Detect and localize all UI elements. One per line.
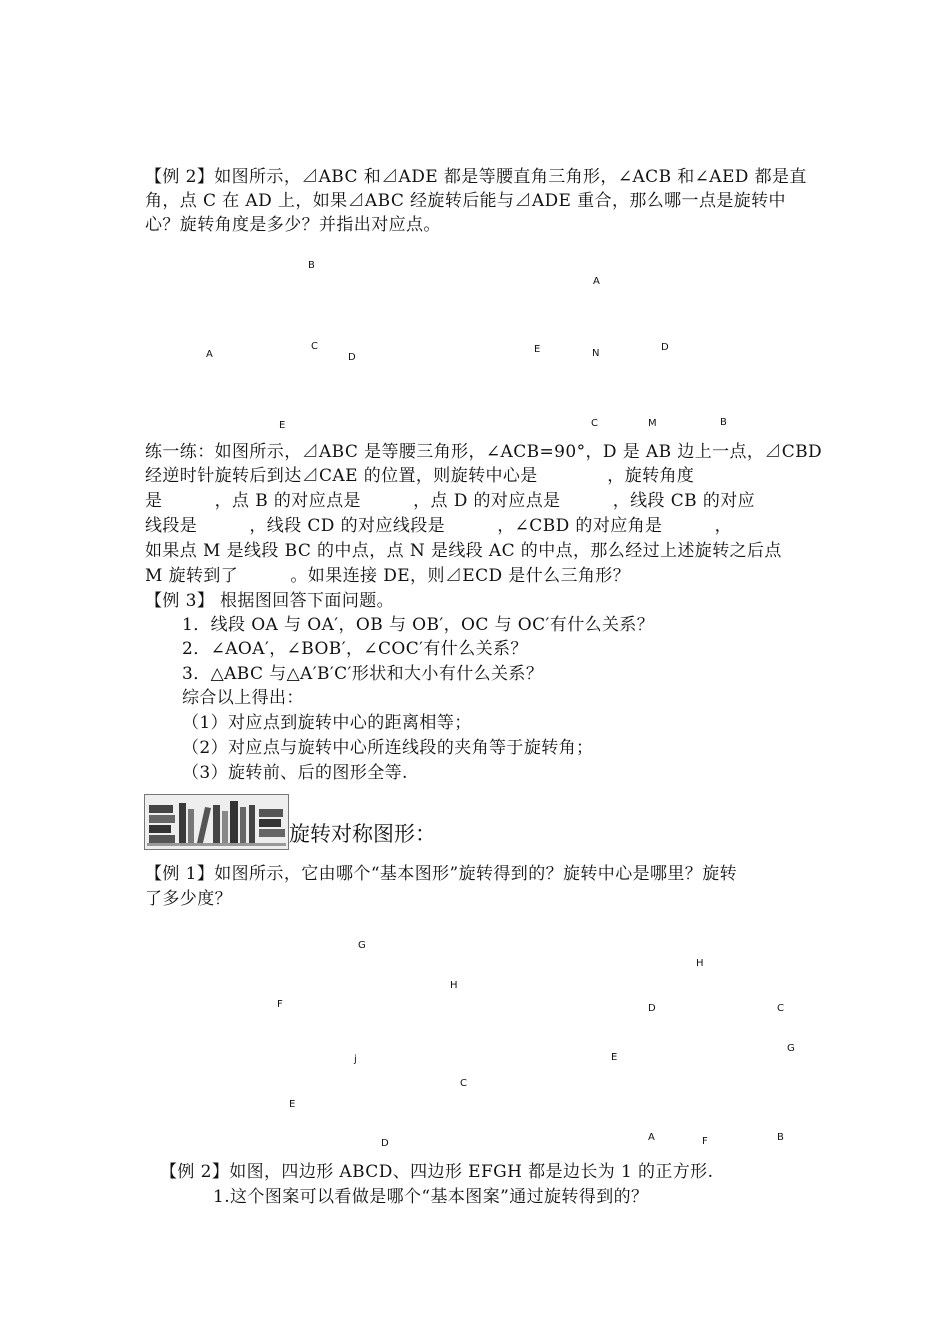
point-label: H bbox=[450, 980, 458, 991]
point-label: C bbox=[591, 418, 598, 429]
point-label: F bbox=[277, 999, 283, 1010]
point-label: A bbox=[648, 1132, 655, 1143]
point-label: G bbox=[358, 940, 366, 951]
point-label: N bbox=[592, 348, 600, 359]
practice-line-1: 练一练：如图所示，⊿ABC 是等腰三角形，∠ACB=90°，D 是 AB 边上一点，⊿CBD bbox=[145, 442, 823, 462]
book-shape bbox=[259, 829, 285, 837]
practice-line-3: 是 ，点 B 的对应点是 ，点 D 的对应点是 ，线段 CB 的对应 bbox=[145, 491, 756, 511]
point-label: C bbox=[311, 341, 318, 352]
practice-line-4: 线段是 ，线段 CD 的对应线段是 ，∠CBD 的对应角是 ， bbox=[145, 516, 733, 536]
section-title: 旋转对称图形： bbox=[289, 822, 436, 846]
book-shape bbox=[249, 805, 255, 843]
point-label: A bbox=[593, 276, 600, 287]
books-banner-image bbox=[144, 794, 289, 850]
book-shape bbox=[149, 805, 173, 813]
ex3-title: 【例 3】 根据图回答下面问题。 bbox=[145, 591, 395, 611]
ex3-summary-3: （3）旋转前、后的图形全等. bbox=[182, 763, 408, 783]
point-label: B bbox=[308, 260, 315, 271]
practice-line-6: M 旋转到了 。如果连接 DE，则⊿ECD 是什么三角形？ bbox=[145, 566, 631, 586]
book-shape bbox=[213, 805, 220, 843]
point-label: F bbox=[702, 1136, 708, 1147]
point-label: C bbox=[777, 1003, 784, 1014]
book-shape bbox=[179, 803, 186, 843]
ex3-summary: 综合以上得出： bbox=[182, 688, 304, 708]
point-label: E bbox=[289, 1099, 296, 1110]
ex2-line-3: 心？旋转角度是多少？并指出对应点。 bbox=[145, 215, 441, 235]
ex3-summary-1: （1）对应点到旋转中心的距离相等； bbox=[182, 713, 472, 733]
point-label: B bbox=[777, 1132, 784, 1143]
point-label: A bbox=[206, 349, 213, 360]
point-label: H bbox=[696, 958, 704, 969]
book-shape bbox=[259, 809, 283, 817]
ex2b-question-1: 1.这个图案可以看做是哪个“基本图案”通过旋转得到的？ bbox=[213, 1187, 649, 1207]
point-label: E bbox=[279, 420, 286, 431]
book-shape bbox=[240, 807, 246, 843]
point-label: D bbox=[661, 342, 669, 353]
book-shape bbox=[188, 809, 194, 843]
practice-line-5: 如果点 M 是线段 BC 的中点，点 N 是线段 AC 的中点，那么经过上述旋转之后点 bbox=[145, 541, 782, 561]
ex2b-line-1: 【例 2】如图，四边形 ABCD、四边形 EFGH 都是边长为 1 的正方形. bbox=[160, 1162, 714, 1182]
point-label: E bbox=[611, 1052, 618, 1063]
practice-line-2: 经逆时针旋转后到达⊿CAE 的位置，则旋转中心是 ，旋转角度 bbox=[145, 466, 695, 486]
book-shape bbox=[259, 819, 281, 827]
point-label: M bbox=[648, 418, 657, 429]
ex3-summary-2: （2）对应点与旋转中心所连线段的夹角等于旋转角； bbox=[182, 738, 594, 758]
ex3-question-3: 3．△ABC 与△A′B′C′形状和大小有什么关系？ bbox=[182, 664, 544, 684]
point-label: j bbox=[354, 1054, 357, 1065]
point-label: E bbox=[534, 344, 541, 355]
point-label: D bbox=[648, 1003, 656, 1014]
book-shape bbox=[222, 811, 228, 843]
ex3-question-1: 1．线段 OA 与 OA′，OB 与 OB′，OC 与 OC′有什么关系？ bbox=[182, 615, 655, 635]
point-label: D bbox=[381, 1138, 389, 1149]
ex2-line-2: 角，点 C 在 AD 上，如果⊿ABC 经旋转后能与⊿ADE 重合，那么哪一点是旋转中 bbox=[145, 191, 786, 211]
point-label: B bbox=[720, 417, 727, 428]
ex1-line-1: 【例 1】如图所示，它由哪个“基本图形”旋转得到的？旋转中心是哪里？旋转 bbox=[145, 864, 737, 884]
shelf-shape bbox=[147, 843, 286, 846]
ex2-line-1: 【例 2】如图所示，⊿ABC 和⊿ADE 都是等腰直角三角形，∠ACB 和∠AED 都是直 bbox=[145, 167, 807, 187]
ex3-question-2: 2．∠AOA′，∠BOB′，∠COC′有什么关系？ bbox=[182, 639, 528, 659]
ex1-line-2: 了多少度？ bbox=[145, 889, 232, 909]
point-label: D bbox=[348, 352, 356, 363]
book-shape bbox=[149, 815, 175, 823]
book-shape bbox=[149, 835, 175, 843]
book-shape bbox=[149, 825, 171, 833]
point-label: C bbox=[460, 1078, 467, 1089]
book-shape bbox=[230, 801, 238, 843]
point-label: G bbox=[787, 1043, 795, 1054]
